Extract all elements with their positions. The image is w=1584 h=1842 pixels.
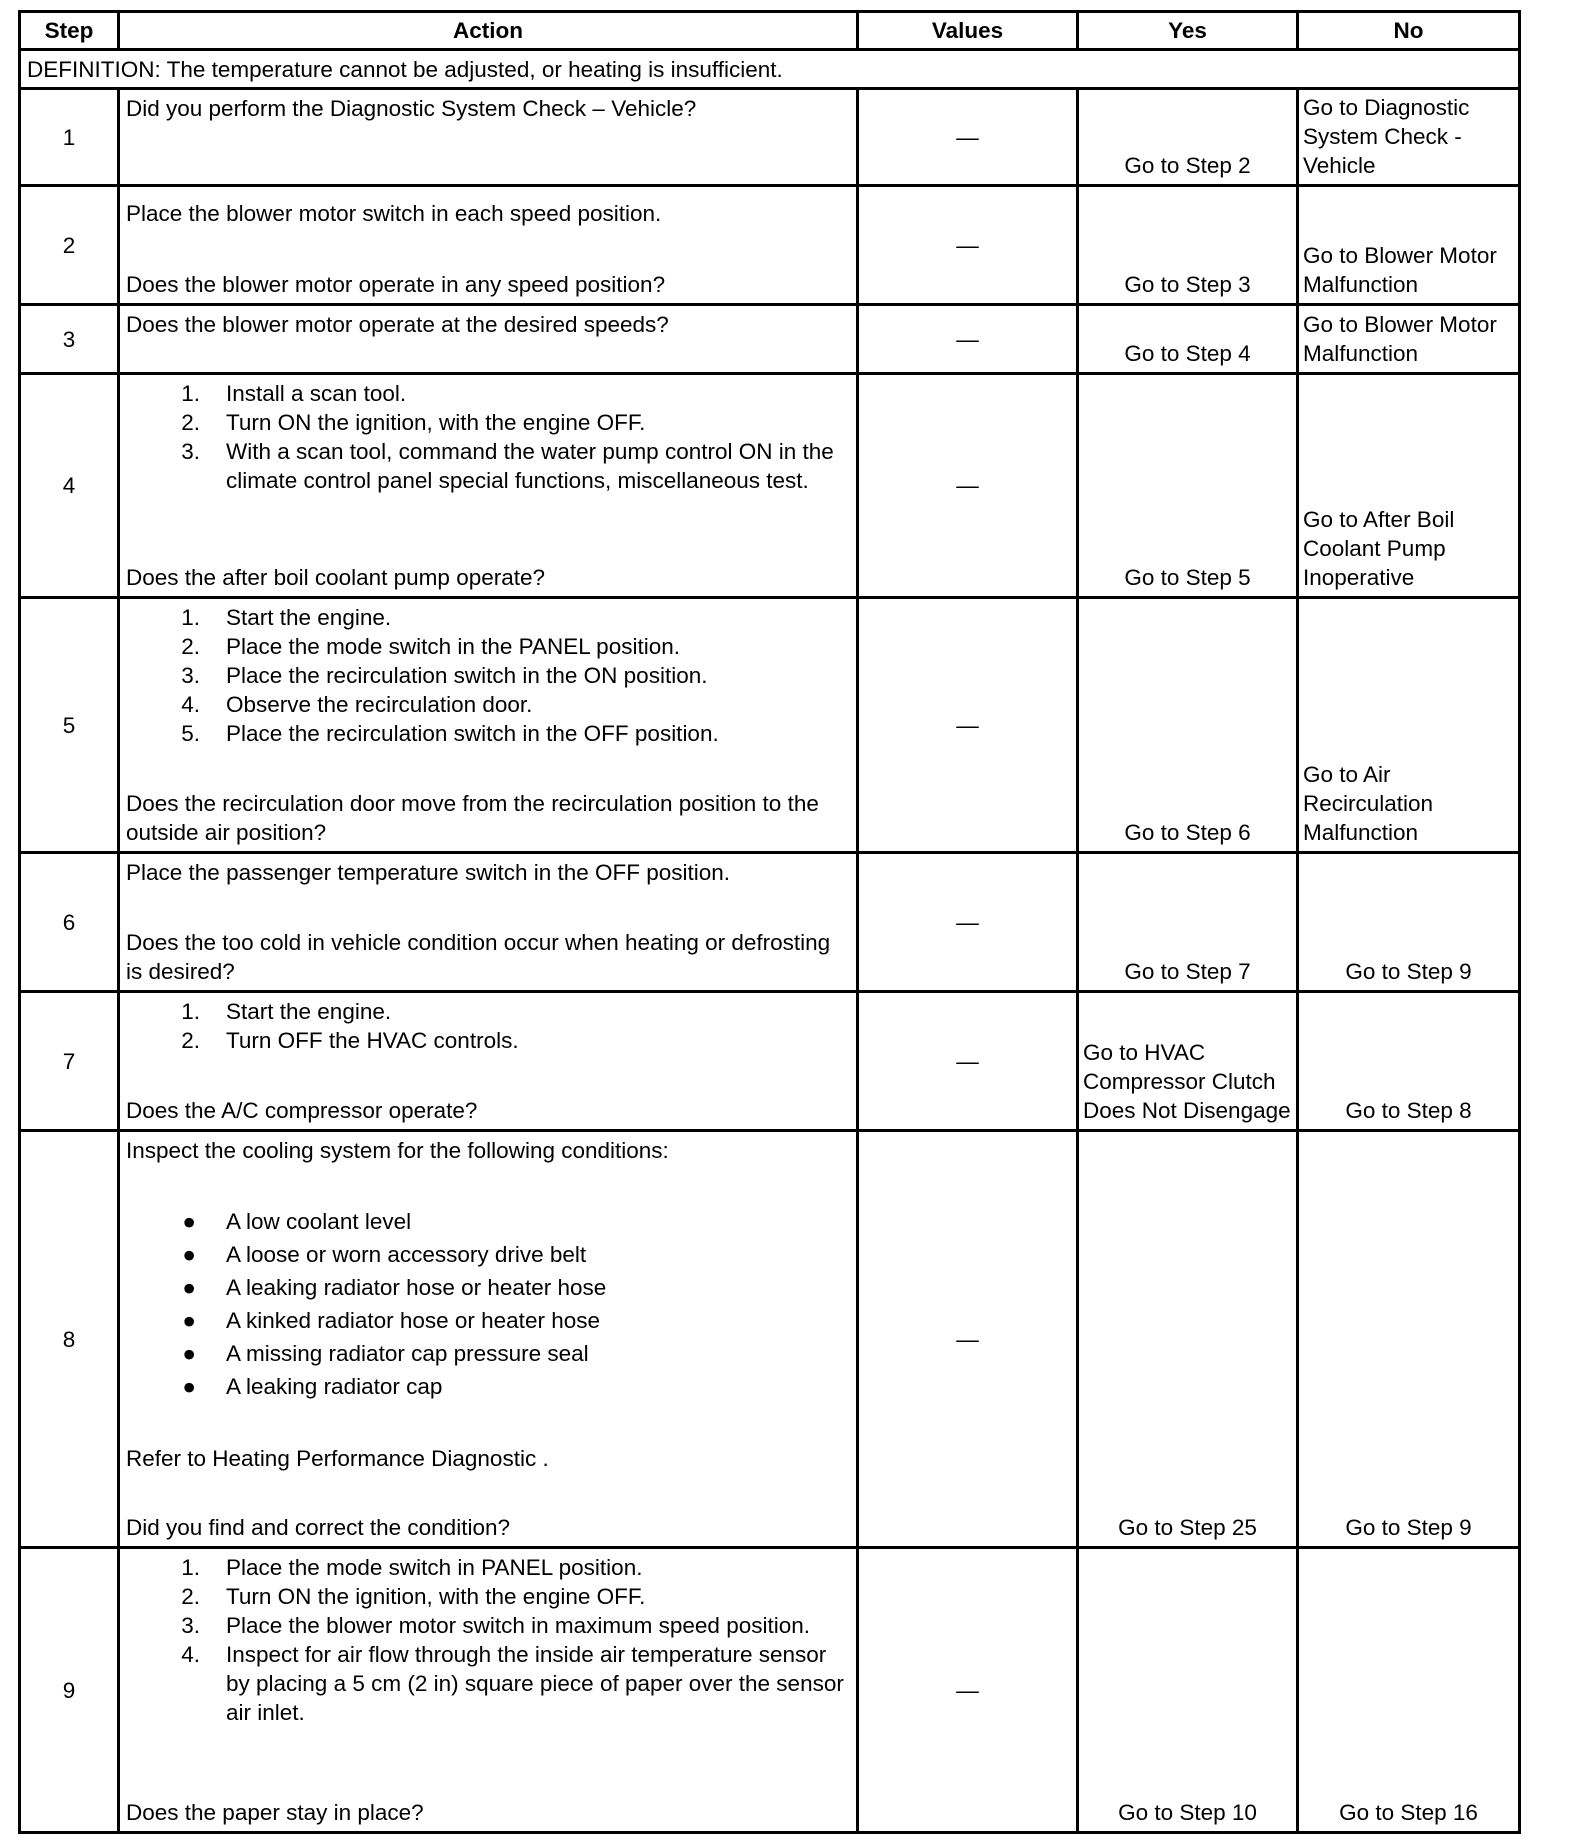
yes-cell: Go to Step 3 [1078,186,1298,305]
no-cell: Go to Diagnostic System Check - Vehicle [1298,89,1520,186]
action-cell [119,1131,858,1548]
list-item: 4. Inspect for air flow through the inside air temperature sensor by placing a 5 cm (2 in) square piece of paper over the sensor air inlet. [181,1642,844,1725]
values-cell: — [858,186,1078,305]
yes-cell: Go to Step 6 [1078,598,1298,853]
action-question: Did you perform the Diagnostic System Check – Vehicle? [126,96,697,121]
action-steps [126,997,850,1055]
list-item: ● A kinked radiator hose or heater hose [182,1308,600,1334]
no-cell: Go to Step 16 [1298,1548,1520,1833]
action-cell [119,1548,858,1833]
diagnostic-table [18,10,1521,1834]
list-item: ● A missing radiator cap pressure seal [182,1341,589,1367]
table-row [20,186,1520,305]
action-cell [119,374,858,598]
action-cell [119,598,858,853]
yes-cell: Go to Step 2 [1078,89,1298,186]
table-row [20,89,1520,186]
yes-cell: Go to Step 4 [1078,305,1298,374]
step-number: 7 [20,992,119,1131]
action-question: Did you find and correct the condition? [126,1514,510,1540]
no-cell: Go to Step 9 [1298,853,1520,992]
yes-cell: Go to Step 10 [1078,1548,1298,1833]
yes-cell: Go to Step 7 [1078,853,1298,992]
action-question: Does the paper stay in place? [126,1800,424,1825]
step-number: 9 [20,1548,119,1833]
definition-text: DEFINITION: The temperature cannot be adjusted, or heating is insufficient. [20,50,1520,89]
list-item: 4. Observe the recirculation door. [181,692,533,717]
list-item: 2. Turn OFF the HVAC controls. [181,1028,519,1053]
list-item: 3. Place the blower motor switch in maximum speed position. [181,1613,811,1638]
action-question: Does the A/C compressor operate? [126,1098,478,1123]
action-cell [119,305,858,374]
action-intro: Place the passenger temperature switch in the OFF position. [126,860,731,885]
list-item: 1. Start the engine. [181,605,392,630]
list-item: ● A low coolant level [182,1209,412,1235]
list-item: 1. Place the mode switch in PANEL position. [181,1555,643,1580]
action-cell [119,853,858,992]
header-values: Values [858,12,1078,50]
header-action: Action [119,12,858,50]
values-cell: — [858,89,1078,186]
step-number: 2 [20,186,119,305]
values-cell: — [858,1548,1078,1833]
list-item: 1. Start the engine. [181,999,392,1024]
header-step: Step [20,12,119,50]
step-number: 3 [20,305,119,374]
no-cell: Go to Blower Motor Malfunction [1298,305,1520,374]
action-question: Does the recirculation door move from the recirculation position to the outside air position? [126,791,819,845]
values-cell: — [858,1131,1078,1548]
list-item: ● A loose or worn accessory drive belt [182,1242,587,1268]
no-cell: Go to Step 8 [1298,992,1520,1131]
step-number: 8 [20,1131,119,1548]
header-yes: Yes [1078,12,1298,50]
yes-cell: Go to Step 5 [1078,374,1298,598]
no-cell: Go to Step 9 [1298,1131,1520,1548]
no-cell: Go to Air Recirculation Malfunction [1298,598,1520,853]
action-refer: Refer to Heating Performance Diagnostic . [126,1445,549,1471]
table-row [20,853,1520,992]
action-intro: Inspect the cooling system for the following conditions: [126,1138,669,1163]
list-item: ● A leaking radiator cap [182,1374,443,1400]
step-number: 4 [20,374,119,598]
list-item: 2. Turn ON the ignition, with the engine OFF. [181,1584,646,1609]
header-row [20,12,1520,50]
no-cell: Go to Blower Motor Malfunction [1298,186,1520,305]
list-item: 3. With a scan tool, command the water pump control ON in the climate control panel special functions, miscellaneous test. [181,439,834,493]
action-question: Does the blower motor operate in any speed position? [126,272,666,297]
yes-cell: Go to HVAC Compressor Clutch Does Not Disengage [1078,992,1298,1131]
list-item: 1. Install a scan tool. [181,381,407,406]
step-number: 6 [20,853,119,992]
step-number: 1 [20,89,119,186]
values-cell: — [858,853,1078,992]
values-cell: — [858,992,1078,1131]
no-cell: Go to After Boil Coolant Pump Inoperative [1298,374,1520,598]
action-question: Does the after boil coolant pump operate? [126,565,546,590]
list-item: 2. Turn ON the ignition, with the engine OFF. [181,410,646,435]
values-cell: — [858,374,1078,598]
table-row [20,374,1520,598]
action-question: Does the too cold in vehicle condition occur when heating or defrosting is desired? [126,930,831,984]
header-no: No [1298,12,1520,50]
action-cell [119,186,858,305]
action-steps [126,603,850,748]
table-row [20,598,1520,853]
values-cell: — [858,305,1078,374]
list-item: 5. Place the recirculation switch in the OFF position. [181,721,719,746]
list-item: ● A leaking radiator hose or heater hose [182,1275,607,1301]
action-cell [119,992,858,1131]
table-row [20,305,1520,374]
action-steps [126,1553,850,1727]
action-steps [126,379,850,495]
yes-cell: Go to Step 25 [1078,1131,1298,1548]
action-intro: Place the blower motor switch in each speed position. [126,201,662,226]
list-item: 3. Place the recirculation switch in the ON position. [181,663,708,688]
step-number: 5 [20,598,119,853]
table-row [20,1548,1520,1833]
table-row [20,1131,1520,1548]
list-item: 2. Place the mode switch in the PANEL position. [181,634,680,659]
action-question: Does the blower motor operate at the desired speeds? [126,312,669,337]
values-cell: — [858,598,1078,853]
table-row [20,992,1520,1131]
action-cell [119,89,858,186]
condition-list [126,1205,850,1403]
definition-row [20,50,1520,89]
